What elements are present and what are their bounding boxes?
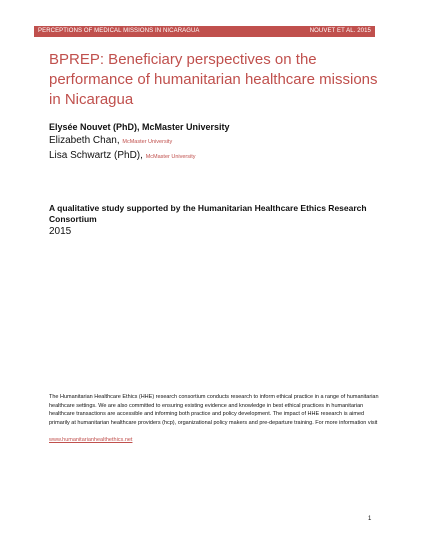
- author-2-name: Elizabeth Chan,: [49, 135, 123, 146]
- page-number: 1: [368, 516, 372, 522]
- author-1: [49, 122, 230, 132]
- author-2: [49, 135, 172, 146]
- publication-year: 2015: [49, 226, 72, 237]
- running-header-title: PERCEPTIONS OF MEDICAL MISSIONS IN NICARAGUA: [38, 28, 200, 34]
- author-2-affiliation: McMaster University: [122, 139, 173, 145]
- author-3: [49, 150, 196, 161]
- consortium-description: The Humanitarian Healthcare Ethics (HHE) research consortium conducts research to inform ethical practice in a range of humanitarian healthcare settings. We are also committed to ensuring existing evidence and knowledge in best ethical practices in humanitarian healthcare transactions are accessible and informing both practice and policy development. The impact of HHE research is aimed primarily at humanitarian healthcare providers (hcp), organizational policy makers and pre-departure training. For more information visit: [49, 394, 379, 426]
- document-title: BPREP: Beneficiary perspectives on the performance of humanitarian healthcare missions in Nicaragua: [49, 51, 378, 108]
- author-3-name: Lisa Schwartz (PhD),: [49, 150, 146, 161]
- author-1-name: Elysée Nouvet (PhD), McMaster University: [49, 122, 230, 132]
- running-header-authors: NOUVET ET AL. 2015: [309, 28, 371, 34]
- author-3-affiliation: McMaster University: [145, 154, 196, 160]
- consortium-website-link[interactable]: www.humanitarianhealthethics.net: [49, 437, 133, 443]
- running-header: [34, 26, 375, 37]
- study-support-note: A qualitative study supported by the Humanitarian Healthcare Ethics Research Consortium: [49, 203, 367, 224]
